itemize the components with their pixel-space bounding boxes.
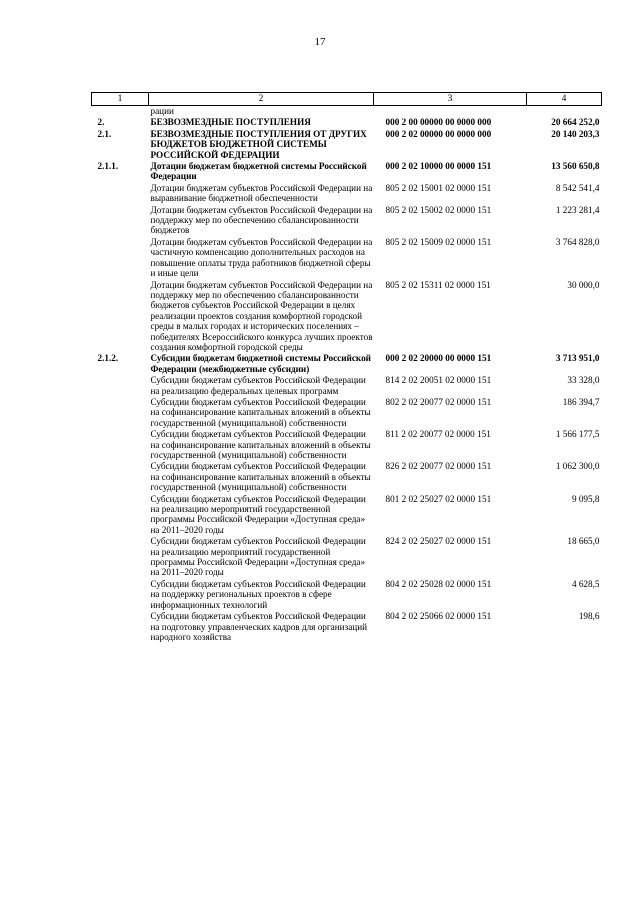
row-amount: 30 000,0 [567,279,600,290]
row-amount [527,106,602,117]
row-amount: 186 394,7 [562,396,600,407]
table-row [92,396,602,428]
row-number [92,374,149,396]
table-row [92,116,602,127]
row-number [92,182,149,204]
row-name: Субсидии бюджетам субъектов Российской Федерации на подготовку управленческих кадров для организаций народного хозяйства [150,611,368,642]
header-col-3: 3 [374,93,527,106]
table-row [92,106,602,117]
row-code: 804 2 02 25028 02 0000 151 [385,578,492,589]
row-code: 826 2 02 20077 02 0000 151 [385,461,492,472]
row-code: 805 2 02 15009 02 0000 151 [385,236,492,247]
table-body [92,106,602,643]
header-col-4: 4 [527,93,602,106]
row-code: 000 2 02 00000 00 0000 000 [385,128,492,139]
row-amount: 9 095,8 [571,493,600,504]
row-number: 2. [97,117,105,128]
budget-table-container [91,92,601,642]
row-code [374,106,527,117]
table-row [92,204,602,236]
table-row [92,493,602,536]
row-name: Дотации бюджетам бюджетной системы Российской Федерации [150,161,367,182]
row-amount: 20 140 203,3 [551,128,600,139]
budget-revenue-table [91,92,602,642]
row-name: БЕЗВОЗМЕЗДНЫЕ ПОСТУПЛЕНИЯ ОТ ДРУГИХ БЮДЖЕТОВ БЮДЖЕТНОЙ СИСТЕМЫ РОССИЙСКОЙ ФЕДЕРАЦИИ [150,128,367,160]
row-name: Субсидии бюджетам субъектов Российской Федерации на софинансирование капитальных вложений в объекты государственной (муниципальной) собственности [150,461,371,493]
table-row [92,460,602,492]
row-name: Субсидии бюджетам бюджетной системы Российской Федерации (межбюджетные субсидии) [150,353,371,374]
table-row [92,428,602,460]
row-number: 2.1.2. [97,353,119,364]
table-row [92,374,602,396]
row-number [92,236,149,279]
row-number: 2.1. [97,128,112,139]
row-number [92,578,149,610]
row-amount: 198,6 [578,611,600,622]
row-name: Дотации бюджетам субъектов Российской Федерации на выравнивание бюджетной обеспеченности [150,182,373,204]
row-code: 805 2 02 15311 02 0000 151 [385,279,491,290]
row-code: 811 2 02 20077 02 0000 151 [385,429,491,440]
row-amount: 1 566 177,5 [555,429,600,440]
page-number: 17 [314,36,326,48]
table-row [92,535,602,578]
table-row [92,279,602,353]
table-row [92,160,602,182]
row-code: 804 2 02 25066 02 0000 151 [385,611,492,622]
row-amount: 1 062 300,0 [555,461,600,472]
row-name: Субсидии бюджетам субъектов Российской Федерации на реализацию мероприятий государственной программы Российской Федерации «Доступная среда» на 2011–2020 годы [150,493,366,535]
row-number [92,396,149,428]
table-row [92,236,602,279]
row-amount: 3 713 951,0 [555,353,600,364]
header-col-1: 1 [92,93,149,106]
row-name: Субсидии бюджетам субъектов Российской Федерации на софинансирование капитальных вложений в объекты государственной (муниципальной) собственности [150,396,371,428]
row-name: рации [150,106,174,116]
row-name: Дотации бюджетам субъектов Российской Федерации на частичную компенсацию дополнительных расходов на повышение оплаты труда работников бюджетной сферы и иные цели [150,236,373,279]
row-amount: 13 560 650,8 [551,161,600,172]
row-number [92,535,149,578]
row-amount: 20 664 252,0 [551,117,600,128]
row-name: Дотации бюджетам субъектов Российской Федерации на поддержку мер по обеспечению сбалансированности бюджетов субъектов Российской Федерации в целях реализации проектов создания комфортной городской среды в малых городах и исторических поселениях – победителях Всероссийского конкурса лучших проектов создания комфортной городской среды [150,279,373,352]
row-name: Субсидии бюджетам субъектов Российской Федерации на поддержку региональных проектов в сфере информационных технологий [150,578,366,610]
row-name: Субсидии бюджетам субъектов Российской Федерации на реализацию федеральных целевых программ [150,375,366,396]
row-number [92,610,149,642]
row-code: 814 2 02 20051 02 0000 151 [385,375,492,386]
row-code: 000 2 02 20000 00 0000 151 [385,353,492,364]
row-number [92,279,149,353]
table-row [92,578,602,610]
row-code: 805 2 02 15001 02 0000 151 [385,182,492,193]
row-amount: 1 223 281,4 [555,204,600,215]
row-name: БЕЗВОЗМЕЗДНЫЕ ПОСТУПЛЕНИЯ [150,117,311,128]
row-number [92,460,149,492]
header-col-2: 2 [149,93,374,106]
row-code: 000 2 00 00000 00 0000 000 [385,117,492,128]
row-number: 2.1.1. [97,161,119,172]
row-name: Субсидии бюджетам субъектов Российской Федерации на софинансирование капитальных вложений в объекты государственной (муниципальной) собственности [150,429,371,460]
header-row [92,93,602,106]
row-amount: 18 665,0 [567,536,600,547]
row-amount: 8 542 541,4 [555,182,600,193]
row-code: 802 2 02 20077 02 0000 151 [385,396,492,407]
table-row [92,610,602,642]
row-code: 805 2 02 15002 02 0000 151 [385,204,492,215]
row-name: Субсидии бюджетам субъектов Российской Федерации на реализацию мероприятий государственной программы Российской Федерации «Доступная среда» на 2011–2020 годы [150,536,366,578]
row-number [92,204,149,236]
row-amount: 3 764 828,0 [555,236,600,247]
row-code: 000 2 02 10000 00 0000 151 [385,161,492,172]
row-code: 801 2 02 25027 02 0000 151 [385,493,492,504]
row-amount: 33 328,0 [567,375,600,386]
row-number [92,428,149,460]
table-header [92,93,602,106]
row-number [92,106,149,117]
table-row [92,128,602,160]
table-row [92,352,602,374]
row-code: 824 2 02 25027 02 0000 151 [385,536,492,547]
row-amount: 4 628,5 [571,578,600,589]
row-number [92,493,149,536]
table-row [92,182,602,204]
row-name: Дотации бюджетам субъектов Российской Федерации на поддержку мер по обеспечению сбалансированности бюджетов [150,204,373,236]
